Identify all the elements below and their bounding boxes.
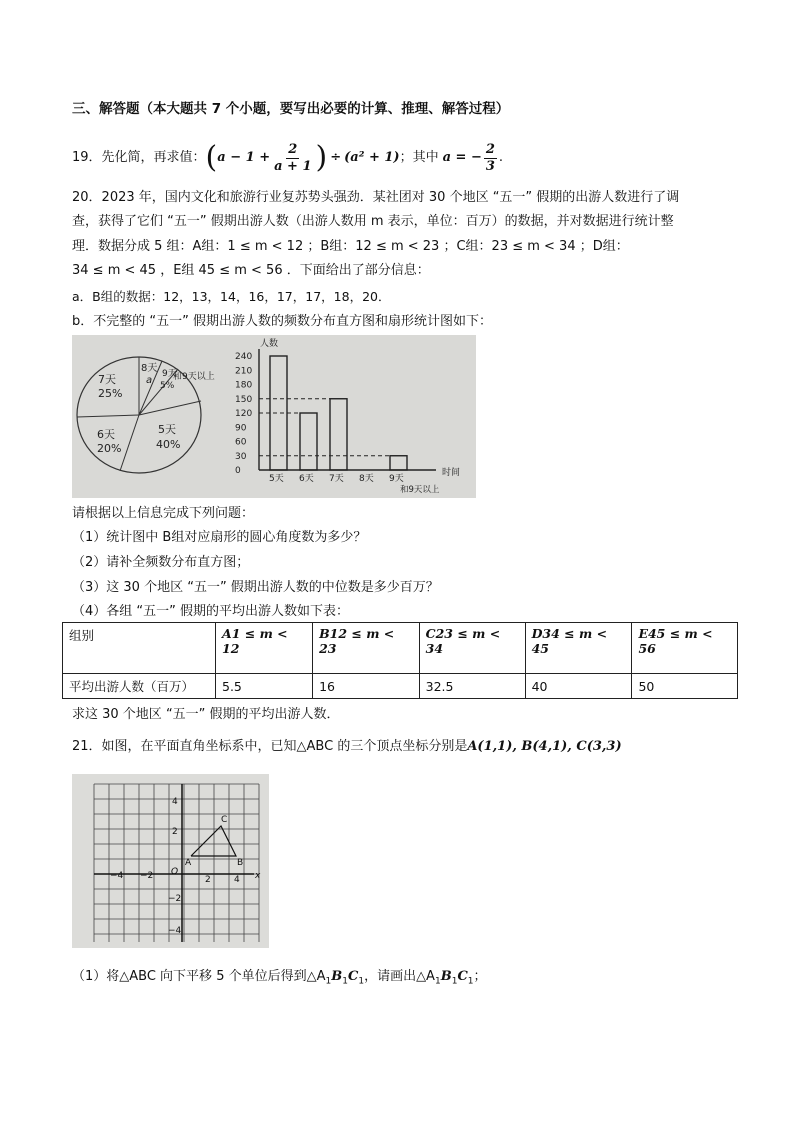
q20-info-b: b．不完整的 “五一” 假期出游人数的频数分布直方图和扇形统计图如下：: [72, 314, 492, 329]
q20-line3: 理．数据分成 5 组：A组：1 ≤ m < 12 ；B组：12 ≤ m < 23 ；C组：23 ≤ m < 34 ；D组：: [72, 239, 629, 254]
q20-sub1: （1）统计图中 B组对应扇形的圆心角度数为多少？: [72, 530, 367, 545]
q19-expr-a: a − 1 +: [217, 150, 271, 165]
pie-label-5: 5天: [158, 423, 176, 436]
hist-ytick-label: 210: [235, 366, 253, 377]
grid-label-xneg2: −2: [140, 871, 154, 881]
hist-xtick-label: 5天: [269, 474, 284, 484]
table-cell: 组别: [63, 623, 216, 674]
section-title: 三、解答题（本大题共 7 个小题，要写出必要的计算、推理、解答过程）: [72, 101, 510, 117]
hist-ylabel: 人数: [260, 339, 279, 349]
grid-label-xneg4: −4: [110, 871, 124, 881]
pie-pct-6: 20%: [97, 442, 122, 455]
pie-label-9: 9天: [162, 369, 177, 379]
table-cell: B12 ≤ m < 23: [313, 623, 420, 674]
q20-sub3: （3）这 30 个地区 “五一” 假期出游人数的中位数是多少百万？: [72, 580, 439, 595]
q19-fraction: $\frac{2}{a + 1}$: [274, 141, 312, 174]
hist-xtick-label: 9天: [389, 474, 404, 484]
grid-label-A: A: [185, 858, 192, 868]
table-cell: A1 ≤ m < 12: [216, 623, 313, 674]
hist-ytick-label: 0: [235, 466, 241, 476]
q20-line4: 34 ≤ m < 45 ，E组 45 ≤ m < 56 ．下面给出了部分信息：: [72, 263, 430, 278]
pie-label-9-more: 和9天以上: [173, 372, 215, 382]
average-table: [62, 622, 738, 699]
hist-xtick-label: 8天: [359, 474, 374, 484]
hist-xtick-label: 7天: [329, 474, 344, 484]
q20-line1: 20．2023 年，国内文化和旅游行业复苏势头强劲．某社团对 30 个地区 “五一” 假期的出游人数进行了调: [72, 190, 680, 205]
grid-label-yneg2: −2: [168, 894, 182, 904]
hist-ytick-label: 120: [235, 409, 253, 419]
q19-mid: ；其中: [399, 150, 439, 165]
hist-ytick-label: 240: [235, 352, 253, 362]
grid-label-x4: 4: [234, 875, 240, 885]
q21-sub1: （1）将△ABC 向下平移 5 个单位后得到$\triangle A_1B_1C_1$，请画出$\triangle A_1B_1C_1$；: [72, 969, 487, 987]
q20-sub4: （4）各组 “五一” 假期的平均出游人数如下表：: [72, 604, 350, 619]
coordinate-grid: [72, 774, 269, 948]
histogram: [72, 335, 476, 498]
table-header-row: [63, 623, 738, 674]
table-cell: 16: [313, 674, 420, 699]
q20-after-table: 求这 30 个地区 “五一” 假期的平均出游人数．: [72, 707, 340, 722]
grid-photo: [72, 774, 269, 948]
grid-label-o: O: [171, 867, 179, 877]
hist-ytick-label: 180: [235, 380, 253, 391]
grid-label-y2: 2: [172, 827, 178, 837]
hist-ytick-label: 90: [235, 423, 247, 434]
table-row: [63, 674, 738, 699]
q21-coords: A(1,1), B(4,1), C(3,3): [467, 739, 622, 754]
pie-label-7: 7天: [98, 373, 116, 386]
table-cell: 40: [525, 674, 632, 699]
q19-prefix: 19．先化简，再求值：: [72, 150, 206, 165]
table-cell: 50: [632, 674, 738, 699]
hist-bar: [270, 356, 287, 470]
q19-expr-b: (a² + 1): [344, 150, 400, 165]
grid-label-B: B: [237, 858, 244, 868]
q19-cond: a = −: [442, 150, 482, 165]
pie-label-6: 6天: [97, 428, 115, 441]
table-cell: E45 ≤ m < 56: [632, 623, 738, 674]
hist-bar: [390, 456, 407, 470]
table-cell: 32.5: [419, 674, 525, 699]
hist-ytick-label: 30: [235, 451, 247, 462]
pie-label-8: 8天: [141, 363, 158, 374]
pie-pct-9: 5%: [160, 381, 175, 391]
grid-label-yneg4: −4: [168, 926, 182, 936]
pie-a: a: [146, 375, 153, 386]
table-cell: D34 ≤ m < 45: [525, 623, 632, 674]
q19-cond-fraction: $\frac{2}{3}$: [485, 141, 495, 174]
question-19: 19．先化简，再求值： ( a − 1 + $\frac{2}{a + 1}$ ) ÷ (a² + 1) ；其中 a = − $\frac{2}{3}$ .: [72, 140, 504, 175]
hist-xlabel: 时间: [442, 468, 461, 478]
grid-label-x: x: [255, 871, 261, 881]
hist-xtick-label: 6天: [299, 474, 314, 484]
table-cell: C23 ≤ m < 34: [419, 623, 525, 674]
hist-ytick-label: 60: [235, 437, 247, 448]
hist-xtick-extra: 和9天以上: [400, 485, 440, 495]
grid-label-C: C: [221, 815, 228, 825]
table-cell: 平均出游人数（百万）: [63, 674, 216, 699]
q20-line2: 查，获得了它们 “五一” 假期出游人数（出游人数用 m 表示，单位：百万）的数据，并对数据进行统计整: [72, 214, 674, 229]
grid-label-x2: 2: [205, 875, 211, 885]
q19-div: ÷: [330, 150, 342, 165]
q21-line1: 21．如图，在平面直角坐标系中，已知△ABC 的三个顶点坐标分别是A(1,1), B(4,1), C(3,3): [72, 739, 622, 754]
hist-bar: [300, 413, 317, 470]
hist-ytick-label: 150: [235, 394, 253, 405]
pie-pct-7: 25%: [98, 387, 123, 400]
q20-info-a: a．B组的数据：12，13，14，16，17，17，18，20．: [72, 289, 391, 304]
q20-sub2: （2）请补全频数分布直方图；: [72, 555, 250, 570]
pie-pct-5: 40%: [156, 438, 181, 451]
table-cell: 5.5: [216, 674, 313, 699]
grid-label-y4: 4: [172, 797, 178, 807]
hist-bar: [330, 399, 347, 470]
q20-after-fig: 请根据以上信息完成下列问题：: [72, 506, 255, 521]
figure-photo: [72, 335, 476, 498]
